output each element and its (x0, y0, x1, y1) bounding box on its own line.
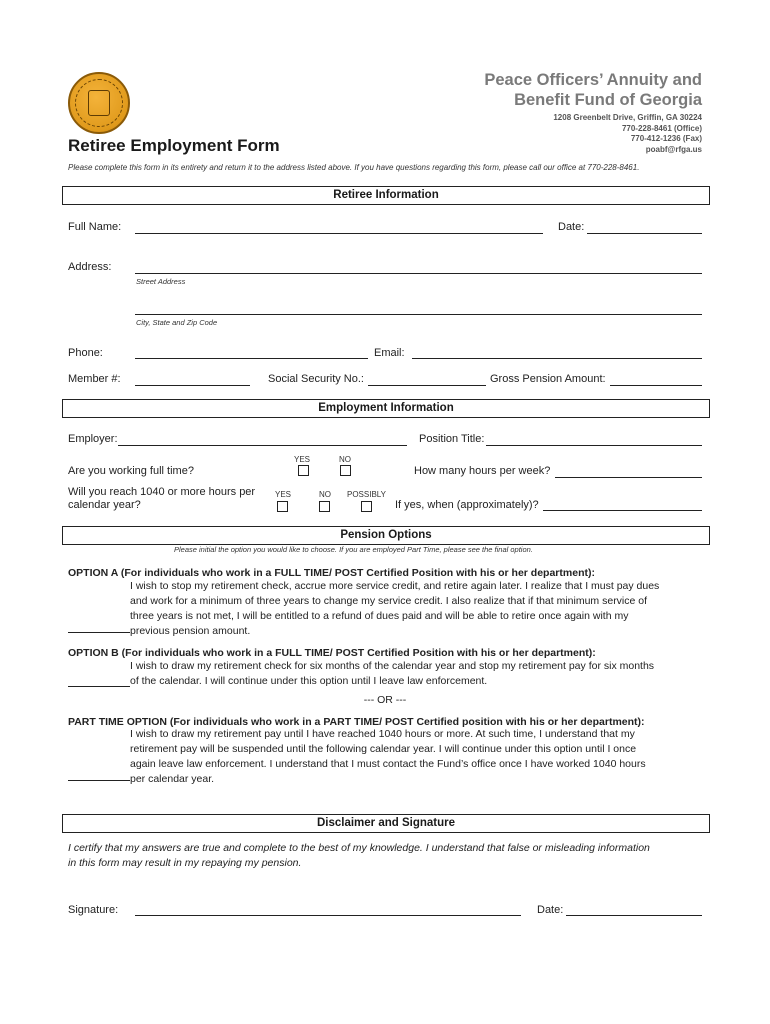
position-title-field[interactable] (486, 445, 702, 446)
form-instructions: Please complete this form in its entirety and return it to the address listed above. If you have questions regarding this form, please call our office at 770-228-8461. (68, 163, 640, 172)
street-address-field[interactable] (135, 273, 702, 274)
fulltime-no-checkbox[interactable] (340, 465, 351, 476)
fulltime-yes-caption: YES (294, 455, 311, 464)
ssn-field[interactable] (368, 385, 486, 386)
phone-label: Phone: (68, 347, 103, 359)
reach-yes-checkbox[interactable] (277, 501, 288, 512)
section-retiree-information: Retiree Information (62, 186, 710, 205)
reach-yes-caption: YES (275, 490, 292, 499)
option-a-initial-field[interactable] (68, 632, 130, 633)
city-state-zip-caption: City, State and Zip Code (136, 318, 218, 327)
reach-no-caption: NO (319, 490, 331, 499)
full-name-label: Full Name: (68, 221, 122, 233)
fulltime-question: Are you working full time? (68, 465, 194, 477)
member-number-field[interactable] (135, 385, 250, 386)
fax-number: 770-412-1236 (Fax) (630, 134, 702, 143)
part-time-initial-field[interactable] (68, 780, 130, 781)
part-time-line: retirement pay will be suspended until the following calendar year. I will continue under this option until I once (130, 743, 637, 755)
phone-field[interactable] (135, 358, 368, 359)
office-phone: 770-228-8461 (Office) (621, 123, 702, 133)
disclaimer-text (68, 841, 650, 871)
reach-possibly-caption: POSSIBLY (347, 490, 386, 499)
reach-1040-question-line2: calendar year? (68, 499, 141, 511)
employer-label: Employer: (68, 433, 118, 445)
fulltime-no-caption: NO (339, 455, 351, 464)
hours-per-week-label: How many hours per week? (414, 465, 551, 477)
option-a-heading: OPTION A (For individuals who work in a FULL TIME/ POST Certified Position with his or her department): (68, 567, 595, 579)
date-field[interactable] (587, 233, 702, 234)
reach-1040-question-line1: Will you reach 1040 or more hours per (68, 486, 256, 498)
org-name-line1: Peace Officers’ Annuity and (484, 71, 702, 89)
form-title: Retiree Employment Form (68, 136, 280, 155)
pension-options-note: Please initial the option you would like to choose. If you are employed Part Time, please see the final option. (174, 545, 533, 554)
signature-label: Signature: (68, 904, 119, 916)
section-employment-information: Employment Information (62, 399, 710, 418)
fulltime-yes-checkbox[interactable] (298, 465, 309, 476)
option-b-heading: OPTION B (For individuals who work in a FULL TIME/ POST Certified Position with his or her department): (68, 647, 596, 659)
email-field[interactable] (412, 358, 702, 359)
member-number-label: Member #: (68, 373, 121, 385)
option-a-line: previous pension amount. (130, 625, 251, 637)
contact-email: poabf@rfga.us (645, 144, 702, 154)
reach-possibly-checkbox[interactable] (361, 501, 372, 512)
option-b-line: of the calendar. I will continue under this option until I leave law enforcement. (130, 675, 488, 687)
option-b-text (130, 659, 654, 689)
when-approximately-label: If yes, when (approximately)? (395, 499, 539, 511)
part-time-line: again leave law enforcement. I understand that I must contact the Fund’s office once I have worked 1040 hours (130, 758, 646, 770)
part-time-heading: PART TIME OPTION (For individuals who work in a PART TIME/ POST Certified position with his or her department): (68, 716, 645, 728)
part-time-line: per calendar year. (130, 773, 215, 785)
gross-pension-field[interactable] (610, 385, 702, 386)
signature-date-field[interactable] (566, 915, 702, 916)
ssn-label: Social Security No.: (268, 373, 364, 385)
disclaimer-line: in this form may result in my repaying my pension. (68, 857, 302, 869)
position-title-label: Position Title: (419, 433, 485, 445)
option-a-line: and work for a minimum of three years to change my service credit. I also realize that if that minimum service of (130, 595, 648, 607)
organization-name (484, 70, 702, 110)
contact-block (553, 113, 702, 155)
full-name-field[interactable] (135, 233, 543, 234)
reach-no-checkbox[interactable] (319, 501, 330, 512)
section-pension-options: Pension Options (62, 526, 710, 545)
street-address: 1208 Greenbelt Drive, Griffin, GA 30224 (553, 113, 702, 122)
georgia-seal-logo (68, 72, 130, 134)
street-address-caption: Street Address (136, 277, 186, 286)
disclaimer-line: I certify that my answers are true and complete to the best of my knowledge. I understand that false or misleading information (68, 842, 650, 854)
option-b-initial-field[interactable] (68, 686, 130, 687)
employer-field[interactable] (118, 445, 407, 446)
address-label: Address: (68, 261, 112, 273)
signature-date-label: Date: (537, 904, 564, 916)
email-label: Email: (374, 347, 405, 359)
option-a-line: three years is not met, I will be entitled to a refund of dues paid and will be able to retire once again with my (130, 610, 629, 622)
city-state-zip-field[interactable] (135, 314, 702, 315)
date-label: Date: (558, 221, 585, 233)
or-divider: --- OR --- (363, 694, 407, 706)
hours-per-week-field[interactable] (555, 477, 702, 478)
option-b-line: I wish to draw my retirement check for six months of the calendar year and stop my retirement pay for six months (130, 660, 655, 672)
option-a-text (130, 579, 659, 639)
org-name-line2: Benefit Fund of Georgia (514, 91, 702, 109)
section-disclaimer-signature: Disclaimer and Signature (62, 814, 710, 833)
part-time-text (130, 727, 646, 787)
option-a-line: I wish to stop my retirement check, accrue more service credit, and retire again later. I realize that I must pay dues (130, 580, 660, 592)
part-time-line: I wish to draw my retirement pay until I have reached 1040 hours or more. At such time, I understand that my (130, 728, 635, 740)
when-approximately-field[interactable] (543, 510, 702, 511)
gross-pension-label: Gross Pension Amount: (490, 373, 606, 385)
signature-field[interactable] (135, 915, 521, 916)
